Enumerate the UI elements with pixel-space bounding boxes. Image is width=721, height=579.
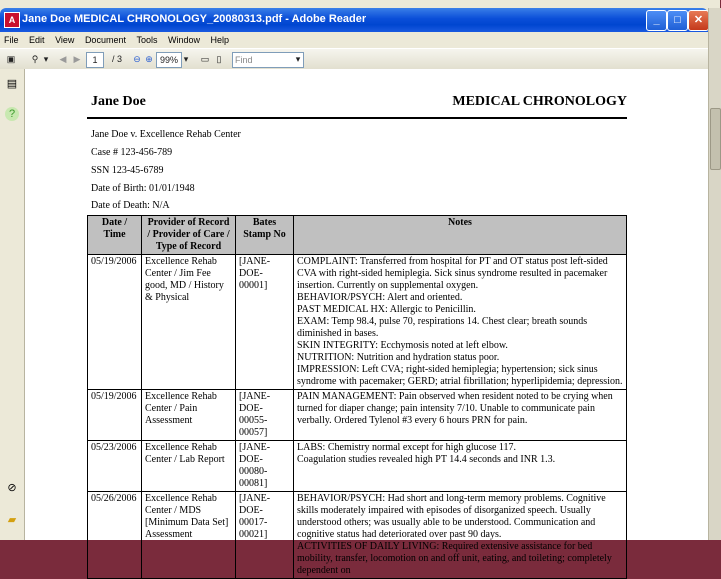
zoom-dropdown-icon[interactable]: ▾ [183, 54, 189, 64]
col-notes: Notes [294, 216, 627, 255]
previous-page-icon[interactable]: ◀ [59, 54, 67, 64]
note-line: Coagulation studies revealed high PT 14.4 seconds and INR 1.3. [297, 454, 556, 465]
col-bates: Bates Stamp No [236, 216, 294, 255]
header-name: Jane Doe [91, 94, 146, 109]
row-date: 05/19/2006 [88, 390, 142, 441]
row-notes [294, 390, 627, 441]
row-date: 05/23/2006 [88, 441, 142, 492]
search-icon[interactable]: ⚲ [31, 54, 39, 64]
row-bates: [JANE-DOE-00017-00021] [236, 492, 294, 579]
case-number: Case # 123-456-789 [91, 147, 173, 158]
help-icon[interactable]: ? [5, 107, 19, 121]
next-page-icon[interactable]: ▶ [73, 54, 81, 64]
zoom-level[interactable]: 99% [156, 52, 182, 68]
title-bar[interactable] [0, 8, 708, 32]
case-title: Jane Doe v. Excellence Rehab Center [91, 129, 241, 140]
note-line: LABS: Chemistry normal except for high glucose 117. [297, 442, 517, 453]
row-notes [294, 255, 627, 390]
row-provider: Excellence Rehab Center / Pain Assessment [142, 390, 236, 441]
menu-bar [0, 32, 708, 48]
save-icon[interactable]: ▣ [6, 54, 16, 64]
note-line: SKIN INTEGRITY: Ecchymosis noted at left elbow. [297, 340, 508, 351]
page-number-input[interactable]: 1 [86, 52, 104, 68]
note-line: BEHAVIOR/PSYCH: Had short and long-term memory problems. Cognitive skills moderately impaired with episodes of disorganized speech. Usually understood others; was usually able to be understood. Communication and cognitive status had deteriorated over past 90 days. [297, 493, 606, 540]
maximize-button[interactable]: □ [667, 10, 688, 31]
menu-edit[interactable]: Edit [29, 35, 45, 45]
attachment-icon[interactable]: ⊘ [7, 482, 17, 494]
note-line: IMPRESSION: Left CVA; right-sided hemiplegia; hypertension; sick sinus syndrome with pacemaker; GERD; atrial fibrillation; hyperlipidemia; depression. [297, 364, 623, 387]
note-line: COMPLAINT: Transferred from hospital for PT and OT status post left-sided CVA with right-sided hemiplegia. Sick sinus syndrome resulted in pacemaker insertion. Currently on supplemental oxygen. [297, 256, 608, 291]
row-provider: Excellence Rehab Center / Lab Report [142, 441, 236, 492]
find-dropdown-icon[interactable]: ▾ [295, 54, 301, 64]
fit-width-icon[interactable]: ▯ [216, 54, 222, 64]
menu-tools[interactable]: Tools [136, 35, 158, 45]
header-title: MEDICAL CHRONOLOGY [452, 94, 627, 109]
col-date: Date / Time [88, 216, 142, 255]
fit-page-icon[interactable]: ▭ [200, 54, 210, 64]
row-provider: Excellence Rehab Center / Jim Fee good, MD / History & Physical [142, 255, 236, 390]
date-of-death: Date of Death: N/A [91, 200, 170, 211]
table-row [88, 255, 627, 390]
zoom-out-icon[interactable]: ⊖ [133, 54, 141, 64]
row-date: 05/19/2006 [88, 255, 142, 390]
chronology-table [87, 215, 627, 579]
row-date: 05/26/2006 [88, 492, 142, 579]
comments-icon[interactable]: ▰ [7, 514, 17, 526]
note-line: NUTRITION: Nutrition and hydration status poor. [297, 352, 500, 363]
row-provider: Excellence Rehab Center / MDS [Minimum Data Set] Assessment [142, 492, 236, 579]
menu-document[interactable]: Document [84, 35, 126, 45]
note-line: PAIN MANAGEMENT: Pain observed when resident noted to be crying when turned for diaper change; pain intensity 7/10. Unable to communicate pain verbally. Ordered Tylenol #3 every 6 hours PRN for pain. [297, 391, 613, 426]
note-line: ACTIVITIES OF DAILY LIVING: Required extensive assistance for bed mobility, transfer, locomotion on and off unit, eating, and toileting; completely dependent on [297, 541, 612, 576]
col-provider: Provider of Record / Provider of Care / Type of Record [142, 216, 236, 255]
table-row [88, 492, 627, 579]
date-of-birth: Date of Birth: 01/01/1948 [91, 183, 195, 194]
row-notes [294, 492, 627, 579]
table-row [88, 390, 627, 441]
close-button[interactable]: ✕ [688, 10, 709, 31]
page-total: / 3 [111, 54, 122, 64]
header-rule [87, 117, 627, 119]
row-bates: [JANE-DOE-00055-00057] [236, 390, 294, 441]
document-view[interactable] [25, 69, 708, 576]
note-line: EXAM: Temp 98.4, pulse 70, respirations 14. Chest clear; breath sounds diminished in bases. [297, 316, 588, 339]
window-title: Jane Doe MEDICAL CHRONOLOGY_20080313.pdf - Adobe Reader [22, 13, 367, 25]
pages-icon[interactable]: ▤ [6, 78, 18, 90]
vertical-scrollbar[interactable] [708, 8, 721, 540]
row-bates: [JANE-DOE-00080-00081] [236, 441, 294, 492]
menu-help[interactable]: Help [210, 35, 230, 45]
toolbar [0, 48, 708, 70]
note-line: BEHAVIOR/PSYCH: Alert and oriented. [297, 292, 463, 303]
ssn: SSN 123-45-6789 [91, 165, 164, 176]
scrollbar-thumb[interactable] [710, 108, 721, 170]
table-header-row [88, 216, 627, 255]
row-notes [294, 441, 627, 492]
find-field[interactable]: Find [232, 52, 304, 68]
note-line: PAST MEDICAL HX: Allergic to Penicillin. [297, 304, 476, 315]
menu-view[interactable]: View [55, 35, 75, 45]
menu-file[interactable]: File [4, 35, 19, 45]
pdf-icon: A [4, 12, 20, 28]
navigation-panel [0, 69, 25, 540]
table-row [88, 441, 627, 492]
row-bates: [JANE-DOE-00001] [236, 255, 294, 390]
zoom-in-icon[interactable]: ⊕ [145, 54, 153, 64]
chevron-down-icon[interactable]: ▾ [43, 54, 49, 64]
minimize-button[interactable]: _ [646, 10, 667, 31]
menu-window[interactable]: Window [168, 35, 201, 45]
